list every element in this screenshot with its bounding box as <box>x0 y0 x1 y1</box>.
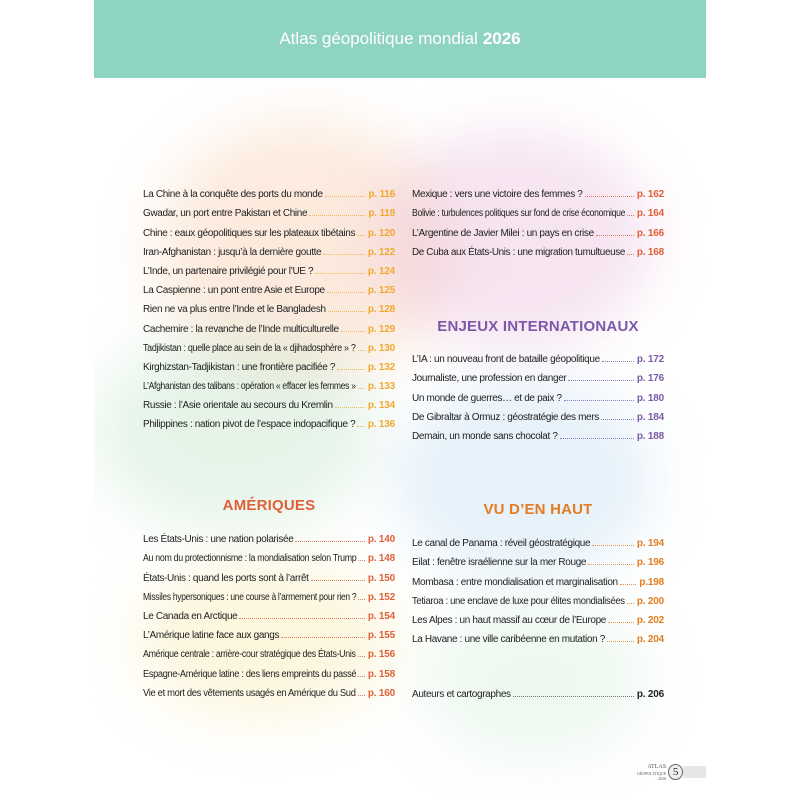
toc-entry[interactable] <box>143 296 395 315</box>
entry-page: p. 148 <box>367 553 395 565</box>
dotted-leader <box>564 400 634 401</box>
toc-entry[interactable] <box>412 200 664 219</box>
entry-page: p. 129 <box>367 323 395 335</box>
toc-enjeux <box>412 346 664 442</box>
section-title-enjeux: ENJEUX INTERNATIONAUX <box>437 318 639 335</box>
entry-title: Bolivie : turbulences politiques sur fond de crise économique <box>412 208 626 220</box>
entry-page: p. 136 <box>367 419 395 431</box>
toc-entry[interactable] <box>143 373 395 392</box>
toc-entry[interactable] <box>143 622 395 641</box>
entry-page: p. 200 <box>636 595 664 607</box>
section-title-vu: VU D’EN HAUT <box>483 501 593 518</box>
entry-title: Chine : eaux géopolitiques sur les plateaux tibétains <box>143 227 356 239</box>
entry-title: Tadjikistan : quelle place au sein de la « djihadosphère » ? <box>143 342 356 354</box>
dotted-leader <box>513 696 634 697</box>
toc-asia <box>143 181 395 430</box>
entry-title: Eilat : fenêtre israélienne sur la mer Rouge <box>412 557 587 569</box>
entry-page: p. 118 <box>368 208 395 220</box>
dotted-leader <box>281 637 365 638</box>
toc-entry[interactable] <box>412 346 664 365</box>
toc-entry[interactable] <box>143 315 395 334</box>
entry-title: Vie et mort des vêtements usagés en Amérique du Sud <box>143 687 356 699</box>
dotted-leader <box>627 215 634 216</box>
entry-page: p. 140 <box>367 534 395 546</box>
toc-entry[interactable] <box>412 588 664 607</box>
toc-entry[interactable] <box>143 603 395 622</box>
toc-entry[interactable] <box>143 200 395 219</box>
entry-page: p. 188 <box>636 430 664 442</box>
entry-page: p. 184 <box>636 411 664 423</box>
entry-page: p. 206 <box>636 689 664 701</box>
entry-page: p. 166 <box>636 227 664 239</box>
toc-entry[interactable] <box>143 680 395 699</box>
entry-title: Un monde de guerres… et de paix ? <box>412 392 562 404</box>
dotted-leader <box>588 564 634 565</box>
toc-entry[interactable] <box>143 660 395 679</box>
entry-page: p. 162 <box>636 189 664 201</box>
dotted-leader <box>315 273 365 274</box>
toc-entry[interactable] <box>143 545 395 564</box>
entry-title: Cachemire : la revanche de l’Inde multiculturelle <box>143 323 339 335</box>
toc-entry[interactable] <box>412 549 664 568</box>
dotted-leader <box>357 426 364 427</box>
toc-entry[interactable] <box>412 423 664 442</box>
dotted-leader <box>328 311 365 312</box>
entry-page: p. 160 <box>367 687 395 699</box>
entry-title: Philippines : nation pivot de l’espace indopacifique ? <box>143 419 356 431</box>
page-number: 5 <box>668 764 683 780</box>
dotted-leader <box>601 419 634 420</box>
dotted-leader <box>358 560 365 561</box>
entry-title: L’Argentine de Javier Milei : un pays en crise <box>412 227 594 239</box>
dotted-leader <box>602 361 634 362</box>
dotted-leader <box>627 603 634 604</box>
toc-entry[interactable] <box>143 564 395 583</box>
entry-title: L’Inde, un partenaire privilégié pour l’UE ? <box>143 265 314 277</box>
entry-title: La Havane : une ville caribéenne en mutation ? <box>412 634 605 646</box>
toc-entry[interactable] <box>143 239 395 258</box>
dotted-leader <box>325 196 366 197</box>
entry-title: Auteurs et cartographes <box>412 689 511 701</box>
toc-entry[interactable] <box>412 530 664 549</box>
entry-page: p. 154 <box>367 610 395 622</box>
dotted-leader <box>358 676 365 677</box>
footer-bar <box>683 766 706 778</box>
entry-page: p. 180 <box>636 392 664 404</box>
entry-title: Mombasa : entre mondialisation et marginalisation <box>412 576 618 588</box>
entry-page: p. 196 <box>636 557 664 569</box>
toc-entry[interactable] <box>143 335 395 354</box>
toc-vu-d-en-haut <box>412 530 664 645</box>
toc-entry[interactable] <box>412 626 664 645</box>
entry-page: p. 172 <box>636 354 664 366</box>
toc-entry[interactable] <box>412 239 664 258</box>
dotted-leader <box>608 622 634 623</box>
entry-page: p. 194 <box>636 538 664 550</box>
toc-entry[interactable] <box>143 354 395 373</box>
dotted-leader <box>560 438 634 439</box>
entry-page: p. 124 <box>367 265 395 277</box>
entry-page: p. 120 <box>367 227 395 239</box>
entry-page: p.198 <box>639 576 664 588</box>
toc-entry[interactable] <box>412 681 664 700</box>
entry-title: Le canal de Panama : réveil géostratégique <box>412 538 591 550</box>
entry-page: p. 158 <box>367 668 395 680</box>
dotted-leader <box>358 350 365 351</box>
toc-entry[interactable] <box>143 392 395 411</box>
entry-page: p. 130 <box>367 342 395 354</box>
toc-entry[interactable] <box>412 219 664 238</box>
toc-entry[interactable] <box>143 181 395 200</box>
toc-ameriques <box>143 526 395 699</box>
entry-page: p. 128 <box>367 304 395 316</box>
dotted-leader <box>568 380 633 381</box>
toc-entry[interactable] <box>143 277 395 296</box>
dotted-leader <box>309 215 365 216</box>
entry-page: p. 132 <box>367 361 395 373</box>
entry-title: Gwadar, un port entre Pakistan et Chine <box>143 208 308 220</box>
entry-page: p. 164 <box>636 208 664 220</box>
toc-entry[interactable] <box>412 607 664 626</box>
entry-title: Kirghizstan-Tadjikistan : une frontière pacifiée ? <box>143 361 336 373</box>
dotted-leader <box>337 369 365 370</box>
entry-page: p. 176 <box>636 373 664 385</box>
toc-ameriques-continued <box>412 181 664 258</box>
entry-title: Journaliste, une profession en danger <box>412 373 567 385</box>
dotted-leader <box>358 695 365 696</box>
header-title: Atlas géopolitique mondial <box>279 29 478 48</box>
dotted-leader <box>358 656 365 657</box>
entry-page: p. 125 <box>367 285 395 297</box>
dotted-leader <box>620 584 637 585</box>
entry-title: États-Unis : quand les ports sont à l’arrêt <box>143 572 309 584</box>
toc-entry[interactable] <box>412 181 664 200</box>
dotted-leader <box>357 235 365 236</box>
entry-page: p. 134 <box>367 400 395 412</box>
header-year: 2026 <box>482 29 521 48</box>
dotted-leader <box>341 331 365 332</box>
entry-title: Tetiaroa : une enclave de luxe pour élites mondialisées <box>412 595 625 607</box>
entry-page: p. 168 <box>636 246 664 258</box>
toc-entry[interactable] <box>143 526 395 545</box>
toc-entry[interactable] <box>143 641 395 660</box>
entry-title: L’IA : un nouveau front de bataille géopolitique <box>412 354 600 366</box>
toc-entry[interactable] <box>143 219 395 238</box>
page-footer <box>630 762 706 782</box>
page-header <box>94 0 706 78</box>
entry-page: p. 155 <box>367 630 395 642</box>
entry-title: Russie : l’Asie orientale au secours du Kremlin <box>143 400 333 412</box>
toc-entry[interactable] <box>143 584 395 603</box>
dotted-leader <box>327 292 365 293</box>
entry-title: L’Afghanistan des talibans : opération « effacer les femmes » <box>143 381 356 393</box>
entry-page: p. 133 <box>367 381 395 393</box>
toc-auteurs <box>412 681 664 700</box>
entry-title: Les Alpes : un haut massif au cœur de l’Europe <box>412 614 607 626</box>
entry-title: De Cuba aux États-Unis : une migration tumultueuse <box>412 246 625 258</box>
entry-title: Iran-Afghanistan : jusqu’à la dernière goutte <box>143 246 322 258</box>
dotted-leader <box>607 641 634 642</box>
entry-title: L’Amérique latine face aux gangs <box>143 630 280 642</box>
entry-page: p. 152 <box>367 591 395 603</box>
dotted-leader <box>295 541 364 542</box>
dotted-leader <box>592 545 634 546</box>
entry-title: Demain, un monde sans chocolat ? <box>412 430 558 442</box>
dotted-leader <box>596 235 634 236</box>
entry-title: Missiles hypersoniques : une course à l’armement pour rien ? <box>143 591 357 603</box>
toc-entry[interactable] <box>143 411 395 430</box>
dotted-leader <box>585 196 634 197</box>
toc-entry[interactable] <box>412 568 664 587</box>
dotted-leader <box>239 618 364 619</box>
entry-page: p. 202 <box>636 614 664 626</box>
dotted-leader <box>335 407 365 408</box>
section-title-ameriques: AMÉRIQUES <box>222 497 316 514</box>
entry-title: De Gibraltar à Ormuz : géostratégie des mers <box>412 411 599 423</box>
entry-title: Amérique centrale : arrière-cour stratégique des États-Unis <box>143 649 356 661</box>
entry-title: Au nom du protectionnisme : la mondialisation selon Trump <box>143 553 357 565</box>
atlas-logo: ATLAS GÉOPOLITIQUE 2026 <box>636 763 667 781</box>
toc-entry[interactable] <box>412 365 664 384</box>
dotted-leader <box>358 388 365 389</box>
entry-title: Le Canada en Arctique <box>143 610 238 622</box>
entry-page: p. 116 <box>368 189 395 201</box>
entry-title: Rien ne va plus entre l’Inde et le Bangladesh <box>143 304 326 316</box>
toc-entry[interactable] <box>412 384 664 403</box>
entry-page: p. 156 <box>367 649 395 661</box>
entry-title: Mexique : vers une victoire des femmes ? <box>412 189 583 201</box>
dotted-leader <box>358 599 365 600</box>
entry-page: p. 122 <box>367 246 395 258</box>
entry-title: Les États-Unis : une nation polarisée <box>143 534 294 546</box>
dotted-leader <box>323 254 365 255</box>
toc-entry[interactable] <box>412 404 664 423</box>
entry-title: Espagne-Amérique latine : des liens empreints du passé <box>143 668 357 680</box>
entry-page: p. 204 <box>636 634 664 646</box>
dotted-leader <box>311 580 365 581</box>
entry-title: La Chine à la conquête des ports du monde <box>143 189 323 201</box>
dotted-leader <box>627 254 634 255</box>
entry-title: La Caspienne : un pont entre Asie et Europe <box>143 285 325 297</box>
entry-page: p. 150 <box>367 572 395 584</box>
toc-entry[interactable] <box>143 258 395 277</box>
